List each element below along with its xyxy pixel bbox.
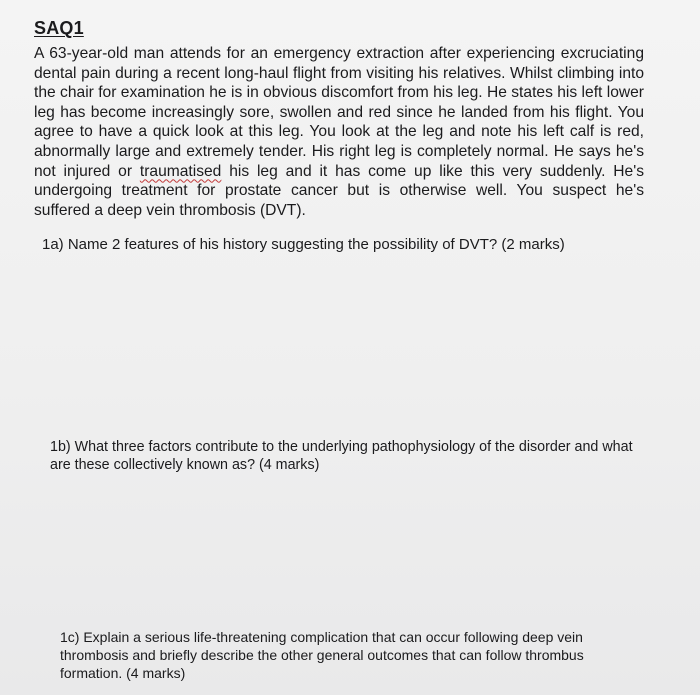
document-title: SAQ1 xyxy=(34,18,84,38)
spellcheck-flagged-word: traumatised xyxy=(139,162,222,180)
question-1b: 1b) What three factors contribute to the underlying pathophysiology of the disorder and what are these collectively known as? (4 marks) xyxy=(50,439,633,473)
clinical-scenario xyxy=(34,44,644,220)
question-1a: 1a) Name 2 features of his history suggesting the possibility of DVT? (2 marks) xyxy=(42,236,565,253)
question-1c: 1c) Explain a serious life-threatening complication that can occur following deep vein thrombosis and briefly describe the other general outcomes that can follow thrombus formation. (4 marks) xyxy=(60,629,584,681)
scenario-text-part-2: his leg and it has come up like this very suddenly. He's undergoing treatment for prostate cancer but is otherwise well. You suspect he's suffered a deep vein thrombosis (DVT). xyxy=(34,162,645,219)
scenario-text-part-1: A 63-year-old man attends for an emergency extraction after experiencing excruciating dental pain during a recent long-haul flight from visiting his relatives. Whilst climbing into the chair for examination he is in obvious discomfort from his leg. He states his left lower leg has become increasingly sore, swollen and red since he landed from his flight. You agree to have a quick look at this leg. You look at the leg and note his left calf is red, abnormally large and extremely tender. His right leg is completely normal. He says he's not injured or xyxy=(34,45,644,180)
